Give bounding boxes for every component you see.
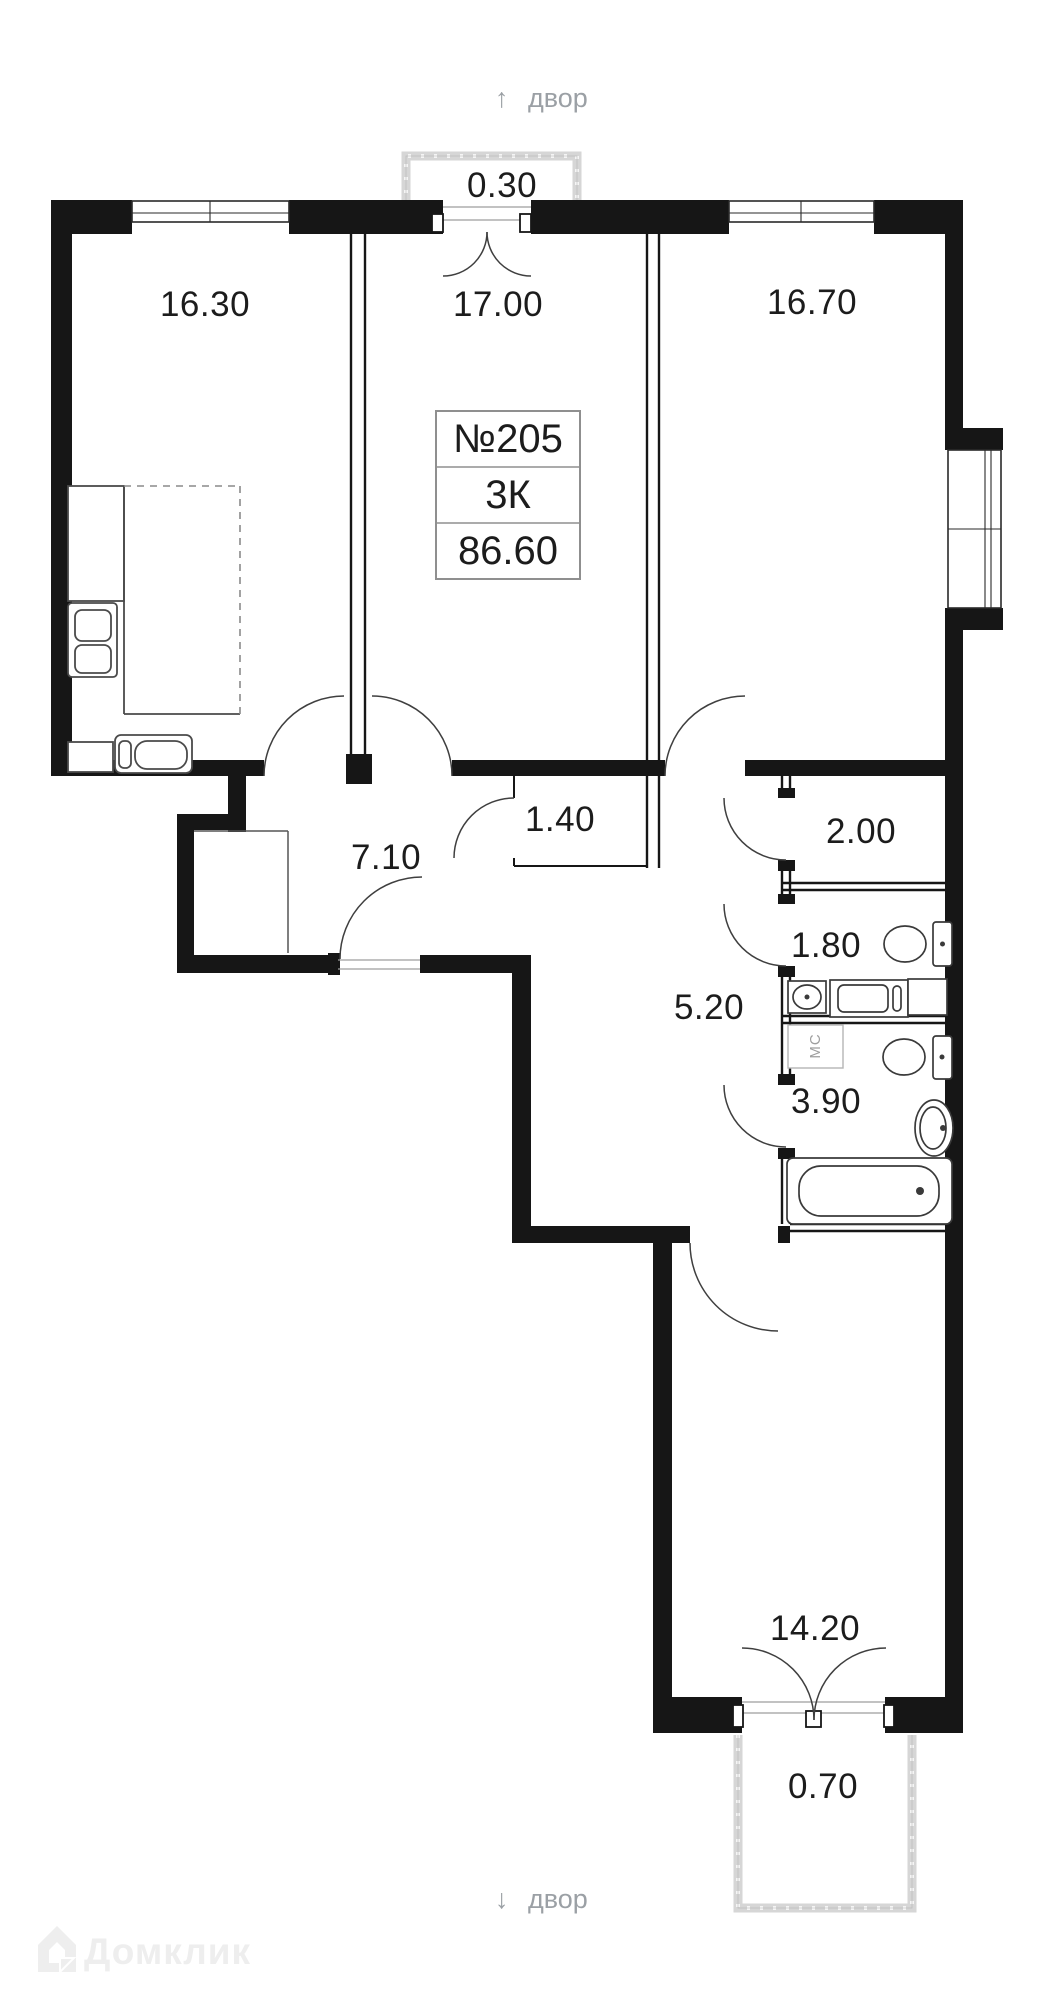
washing-machine-label: МС	[807, 1033, 824, 1059]
sanitary-fixtures	[787, 922, 953, 1224]
room-area-label: 0.70	[787, 1767, 859, 1806]
watermark	[38, 1926, 251, 1972]
room-area-label: 16.70	[766, 283, 858, 322]
window-bedroom-right-top	[729, 201, 874, 222]
bedside-table-icon	[68, 742, 113, 772]
door-bathroom	[724, 1085, 786, 1147]
room-area-label: 0.30	[466, 166, 538, 205]
bedroom-furniture	[68, 486, 240, 773]
door-dressing-room	[724, 798, 786, 860]
unit-number: №205	[453, 417, 563, 461]
room-area-label: 16.30	[159, 285, 251, 324]
door-bedroom-right	[665, 696, 745, 776]
door-balcony-bottom-left-leaf	[742, 1648, 814, 1720]
unit-area: 86.60	[457, 529, 559, 573]
toilet-icon-bathroom	[883, 1036, 952, 1079]
washing-machine-icon	[830, 980, 908, 1017]
bathtub-icon	[787, 1158, 952, 1224]
room-area-label: 1.40	[524, 800, 596, 839]
door-balcony-bottom-right-leaf	[814, 1648, 886, 1720]
door-wc	[724, 904, 786, 966]
door-balcony-top-left-leaf	[443, 232, 487, 276]
orientation-labels	[495, 83, 588, 1914]
courtyard-label-top: ↑ двор	[495, 83, 588, 113]
room-area-label: 14.20	[769, 1609, 861, 1648]
counter-icon	[908, 979, 947, 1015]
door-bedroom-left	[264, 696, 344, 776]
wardrobe-icon	[68, 486, 124, 601]
sink-icon	[915, 1100, 953, 1156]
room-area-label: 7.10	[350, 838, 422, 877]
crib-icon	[115, 735, 192, 773]
door-entrance	[340, 877, 422, 959]
up-arrow-icon: ↑	[495, 83, 509, 113]
room-area-label: 3.90	[790, 1082, 862, 1121]
domclick-house-icon	[38, 1926, 76, 1972]
bed-icon	[124, 486, 240, 714]
down-arrow-icon: ↓	[495, 1884, 509, 1914]
unit-layout: 3К	[485, 473, 531, 517]
watermark-text: Домклик	[84, 1931, 252, 1972]
window-bedroom-right-side	[948, 450, 1001, 608]
toilet-icon-wc	[884, 922, 952, 966]
door-balcony-top-right-leaf	[487, 232, 531, 276]
window-bedroom-left	[132, 201, 289, 222]
door-living-room	[372, 696, 452, 776]
room-area-label: 5.20	[673, 988, 745, 1027]
room-area-label: 17.00	[452, 285, 544, 324]
room-area-label: 1.80	[790, 926, 862, 965]
washbasin-icon	[788, 981, 826, 1013]
room-area-label: 2.00	[825, 812, 897, 851]
door-closet	[454, 798, 514, 858]
courtyard-label-bottom: ↓ двор	[495, 1884, 588, 1914]
door-kitchen	[690, 1243, 778, 1331]
cabinet-icon	[68, 603, 117, 677]
unit-card	[436, 411, 580, 579]
